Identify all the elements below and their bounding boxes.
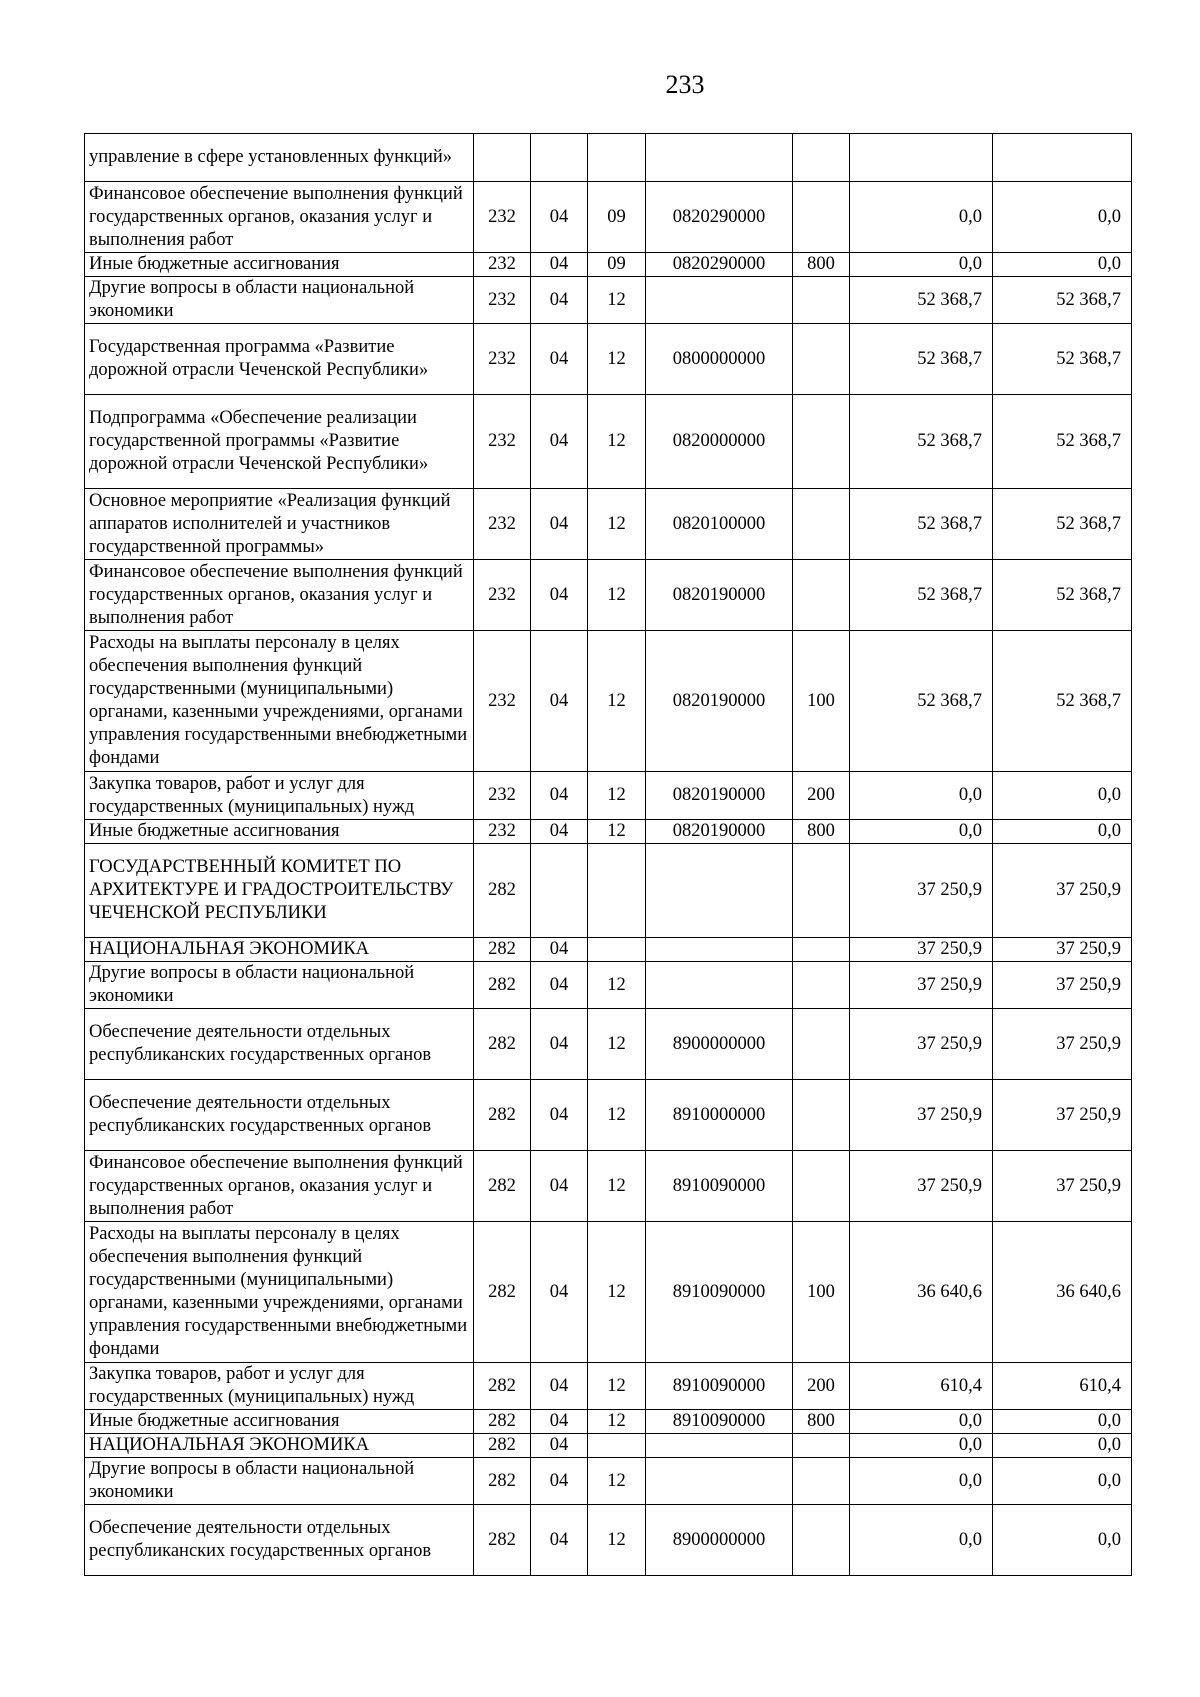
cell-expense-type: 800 [793, 1410, 850, 1434]
cell-sum-year-1: 0,0 [850, 820, 993, 844]
cell-razdel: 04 [531, 772, 588, 820]
cell-sum-year-2: 37 250,9 [993, 1080, 1132, 1151]
cell-podrazdel: 12 [588, 1080, 646, 1151]
cell-sum-year-1: 0,0 [850, 1434, 993, 1458]
cell-grbs: 282 [474, 1363, 531, 1410]
cell-expense-type: 800 [793, 253, 850, 277]
cell-razdel: 04 [531, 1009, 588, 1080]
cell-sum-year-1: 37 250,9 [850, 1009, 993, 1080]
table-row [85, 962, 1132, 1009]
cell-target-article: 8910000000 [646, 1080, 793, 1151]
cell-expense-type [793, 324, 850, 395]
cell-grbs: 282 [474, 938, 531, 962]
cell-expense-type [793, 395, 850, 489]
cell-sum-year-1: 0,0 [850, 772, 993, 820]
cell-podrazdel [588, 938, 646, 962]
cell-razdel: 04 [531, 182, 588, 253]
cell-grbs: 282 [474, 1080, 531, 1151]
cell-podrazdel: 09 [588, 253, 646, 277]
cell-grbs: 282 [474, 1505, 531, 1576]
cell-podrazdel: 12 [588, 1222, 646, 1363]
cell-name: Расходы на выплаты персоналу в целях обеспечения выполнения функций государственными (муниципальными) органами, казенными учреждениями, органами управления государственными внебюджетными фондами [85, 1222, 474, 1363]
cell-podrazdel: 12 [588, 1505, 646, 1576]
cell-sum-year-1: 37 250,9 [850, 1151, 993, 1222]
cell-name: Закупка товаров, работ и услуг для государственных (муниципальных) нужд [85, 772, 474, 820]
page-number: 233 [665, 70, 705, 99]
cell-expense-type [793, 1505, 850, 1576]
cell-name: НАЦИОНАЛЬНАЯ ЭКОНОМИКА [85, 938, 474, 962]
cell-name: Обеспечение деятельности отдельных республиканских государственных органов [85, 1505, 474, 1576]
cell-name: Подпрограмма «Обеспечение реализации государственной программы «Развитие дорожной отрасли Чеченской Республики» [85, 395, 474, 489]
cell-expense-type [793, 938, 850, 962]
cell-razdel: 04 [531, 938, 588, 962]
cell-name: Иные бюджетные ассигнования [85, 253, 474, 277]
cell-target-article: 0820290000 [646, 253, 793, 277]
table-row [85, 1458, 1132, 1505]
cell-podrazdel: 12 [588, 1458, 646, 1505]
cell-expense-type [793, 1434, 850, 1458]
table-row [85, 1151, 1132, 1222]
table-row [85, 1363, 1132, 1410]
cell-podrazdel [588, 134, 646, 182]
cell-name: ГОСУДАРСТВЕННЫЙ КОМИТЕТ ПО АРХИТЕКТУРЕ И ГРАДОСТРОИТЕЛЬСТВУ ЧЕЧЕНСКОЙ РЕСПУБЛИКИ [85, 844, 474, 938]
cell-target-article [646, 1434, 793, 1458]
cell-sum-year-1: 0,0 [850, 1410, 993, 1434]
table-row [85, 1505, 1132, 1576]
cell-name: Основное мероприятие «Реализация функций аппаратов исполнителей и участников государственной программы» [85, 489, 474, 560]
cell-podrazdel: 12 [588, 277, 646, 324]
table-row [85, 277, 1132, 324]
cell-razdel: 04 [531, 1222, 588, 1363]
cell-expense-type: 200 [793, 772, 850, 820]
cell-razdel: 04 [531, 1434, 588, 1458]
cell-sum-year-1: 37 250,9 [850, 962, 993, 1009]
table-row [85, 560, 1132, 631]
cell-sum-year-2: 0,0 [993, 772, 1132, 820]
cell-razdel: 04 [531, 1410, 588, 1434]
cell-grbs: 232 [474, 820, 531, 844]
cell-name: Финансовое обеспечение выполнения функций государственных органов, оказания услуг и выполнения работ [85, 1151, 474, 1222]
cell-sum-year-2: 0,0 [993, 182, 1132, 253]
cell-name: Государственная программа «Развитие дорожной отрасли Чеченской Республики» [85, 324, 474, 395]
cell-target-article: 8900000000 [646, 1009, 793, 1080]
cell-sum-year-2: 37 250,9 [993, 844, 1132, 938]
cell-name: Финансовое обеспечение выполнения функций государственных органов, оказания услуг и выполнения работ [85, 560, 474, 631]
cell-target-article: 0820100000 [646, 489, 793, 560]
table-row [85, 134, 1132, 182]
cell-sum-year-1: 0,0 [850, 1505, 993, 1576]
cell-sum-year-1: 37 250,9 [850, 1080, 993, 1151]
cell-grbs: 232 [474, 772, 531, 820]
cell-sum-year-1: 52 368,7 [850, 395, 993, 489]
cell-sum-year-1: 52 368,7 [850, 631, 993, 772]
cell-grbs: 232 [474, 324, 531, 395]
cell-expense-type [793, 1151, 850, 1222]
cell-razdel: 04 [531, 560, 588, 631]
table-row [85, 489, 1132, 560]
cell-target-article: 0820190000 [646, 820, 793, 844]
cell-sum-year-2: 0,0 [993, 1458, 1132, 1505]
table-row [85, 395, 1132, 489]
cell-target-article: 8910090000 [646, 1222, 793, 1363]
cell-sum-year-2: 610,4 [993, 1363, 1132, 1410]
cell-sum-year-2: 0,0 [993, 1505, 1132, 1576]
cell-sum-year-1: 52 368,7 [850, 560, 993, 631]
cell-grbs: 232 [474, 631, 531, 772]
cell-sum-year-2: 36 640,6 [993, 1222, 1132, 1363]
cell-sum-year-2: 52 368,7 [993, 395, 1132, 489]
table-row [85, 1434, 1132, 1458]
table-row [85, 820, 1132, 844]
cell-razdel: 04 [531, 631, 588, 772]
cell-podrazdel: 12 [588, 489, 646, 560]
cell-expense-type [793, 560, 850, 631]
table-row [85, 938, 1132, 962]
cell-expense-type: 100 [793, 1222, 850, 1363]
cell-sum-year-1: 0,0 [850, 1458, 993, 1505]
cell-expense-type [793, 489, 850, 560]
cell-expense-type [793, 1080, 850, 1151]
cell-target-article [646, 844, 793, 938]
cell-sum-year-2: 37 250,9 [993, 962, 1132, 1009]
cell-sum-year-2: 37 250,9 [993, 1151, 1132, 1222]
cell-razdel: 04 [531, 395, 588, 489]
table-row [85, 1410, 1132, 1434]
cell-podrazdel: 12 [588, 324, 646, 395]
cell-grbs [474, 134, 531, 182]
cell-sum-year-2: 0,0 [993, 820, 1132, 844]
cell-podrazdel: 12 [588, 560, 646, 631]
table-row [85, 772, 1132, 820]
cell-razdel: 04 [531, 1151, 588, 1222]
cell-expense-type [793, 844, 850, 938]
cell-target-article: 0820290000 [646, 182, 793, 253]
cell-sum-year-1: 37 250,9 [850, 938, 993, 962]
cell-razdel: 04 [531, 277, 588, 324]
cell-sum-year-1: 36 640,6 [850, 1222, 993, 1363]
cell-podrazdel: 12 [588, 772, 646, 820]
cell-target-article: 8910090000 [646, 1151, 793, 1222]
cell-grbs: 282 [474, 1009, 531, 1080]
cell-target-article [646, 938, 793, 962]
cell-expense-type [793, 1458, 850, 1505]
cell-grbs: 282 [474, 1458, 531, 1505]
budget-table [84, 133, 1132, 1576]
cell-sum-year-2: 0,0 [993, 253, 1132, 277]
cell-razdel: 04 [531, 1458, 588, 1505]
cell-grbs: 282 [474, 844, 531, 938]
cell-target-article: 0820190000 [646, 560, 793, 631]
cell-sum-year-1: 52 368,7 [850, 489, 993, 560]
cell-target-article: 0800000000 [646, 324, 793, 395]
cell-podrazdel: 09 [588, 182, 646, 253]
cell-sum-year-2: 52 368,7 [993, 631, 1132, 772]
cell-podrazdel: 12 [588, 1363, 646, 1410]
cell-sum-year-2: 37 250,9 [993, 1009, 1132, 1080]
cell-expense-type [793, 1009, 850, 1080]
cell-razdel [531, 134, 588, 182]
cell-expense-type: 800 [793, 820, 850, 844]
cell-podrazdel: 12 [588, 962, 646, 1009]
cell-podrazdel: 12 [588, 395, 646, 489]
cell-podrazdel: 12 [588, 631, 646, 772]
cell-sum-year-1: 0,0 [850, 182, 993, 253]
cell-podrazdel: 12 [588, 820, 646, 844]
cell-podrazdel [588, 1434, 646, 1458]
cell-expense-type [793, 182, 850, 253]
cell-sum-year-1: 52 368,7 [850, 324, 993, 395]
cell-sum-year-2 [993, 134, 1132, 182]
cell-expense-type [793, 277, 850, 324]
table-row [85, 1009, 1132, 1080]
cell-podrazdel: 12 [588, 1410, 646, 1434]
table-row [85, 631, 1132, 772]
cell-razdel [531, 844, 588, 938]
cell-sum-year-2: 52 368,7 [993, 489, 1132, 560]
cell-expense-type [793, 962, 850, 1009]
cell-grbs: 232 [474, 253, 531, 277]
table-row [85, 1080, 1132, 1151]
cell-name: Другие вопросы в области национальной экономики [85, 962, 474, 1009]
cell-razdel: 04 [531, 1505, 588, 1576]
cell-razdel: 04 [531, 1363, 588, 1410]
cell-sum-year-1: 52 368,7 [850, 277, 993, 324]
cell-target-article: 8910090000 [646, 1410, 793, 1434]
cell-target-article: 8910090000 [646, 1363, 793, 1410]
cell-razdel: 04 [531, 962, 588, 1009]
cell-razdel: 04 [531, 253, 588, 277]
cell-name: Закупка товаров, работ и услуг для государственных (муниципальных) нужд [85, 1363, 474, 1410]
cell-grbs: 282 [474, 962, 531, 1009]
cell-name: НАЦИОНАЛЬНАЯ ЭКОНОМИКА [85, 1434, 474, 1458]
cell-target-article: 0820000000 [646, 395, 793, 489]
cell-sum-year-2: 0,0 [993, 1410, 1132, 1434]
cell-target-article: 0820190000 [646, 772, 793, 820]
cell-name: Обеспечение деятельности отдельных республиканских государственных органов [85, 1009, 474, 1080]
cell-sum-year-2: 52 368,7 [993, 560, 1132, 631]
table-row [85, 1222, 1132, 1363]
cell-target-article: 0820190000 [646, 631, 793, 772]
cell-name: Иные бюджетные ассигнования [85, 820, 474, 844]
table-row [85, 844, 1132, 938]
cell-razdel: 04 [531, 324, 588, 395]
cell-sum-year-1: 37 250,9 [850, 844, 993, 938]
cell-name: управление в сфере установленных функций» [85, 134, 474, 182]
cell-name: Иные бюджетные ассигнования [85, 1410, 474, 1434]
cell-name: Расходы на выплаты персоналу в целях обеспечения выполнения функций государственными (муниципальными) органами, казенными учреждениями, органами управления государственными внебюджетными фондами [85, 631, 474, 772]
cell-podrazdel [588, 844, 646, 938]
cell-sum-year-2: 52 368,7 [993, 277, 1132, 324]
table-row [85, 253, 1132, 277]
cell-podrazdel: 12 [588, 1151, 646, 1222]
cell-grbs: 232 [474, 489, 531, 560]
cell-sum-year-2: 52 368,7 [993, 324, 1132, 395]
cell-expense-type: 200 [793, 1363, 850, 1410]
cell-razdel: 04 [531, 820, 588, 844]
cell-sum-year-2: 37 250,9 [993, 938, 1132, 962]
cell-grbs: 232 [474, 182, 531, 253]
cell-expense-type: 100 [793, 631, 850, 772]
cell-grbs: 232 [474, 277, 531, 324]
cell-expense-type [793, 134, 850, 182]
cell-sum-year-1: 610,4 [850, 1363, 993, 1410]
cell-grbs: 282 [474, 1151, 531, 1222]
cell-target-article [646, 962, 793, 1009]
cell-name: Другие вопросы в области национальной экономики [85, 277, 474, 324]
cell-name: Обеспечение деятельности отдельных республиканских государственных органов [85, 1080, 474, 1151]
cell-name: Финансовое обеспечение выполнения функций государственных органов, оказания услуг и выполнения работ [85, 182, 474, 253]
cell-podrazdel: 12 [588, 1009, 646, 1080]
cell-target-article [646, 134, 793, 182]
cell-grbs: 282 [474, 1410, 531, 1434]
cell-sum-year-2: 0,0 [993, 1434, 1132, 1458]
table-body [85, 134, 1132, 1576]
cell-target-article [646, 277, 793, 324]
cell-target-article [646, 1458, 793, 1505]
cell-razdel: 04 [531, 489, 588, 560]
cell-grbs: 232 [474, 560, 531, 631]
cell-razdel: 04 [531, 1080, 588, 1151]
table-row [85, 182, 1132, 253]
cell-grbs: 282 [474, 1222, 531, 1363]
cell-grbs: 232 [474, 395, 531, 489]
cell-grbs: 282 [474, 1434, 531, 1458]
cell-name: Другие вопросы в области национальной экономики [85, 1458, 474, 1505]
table-row [85, 324, 1132, 395]
cell-target-article: 8900000000 [646, 1505, 793, 1576]
cell-sum-year-1 [850, 134, 993, 182]
cell-sum-year-1: 0,0 [850, 253, 993, 277]
